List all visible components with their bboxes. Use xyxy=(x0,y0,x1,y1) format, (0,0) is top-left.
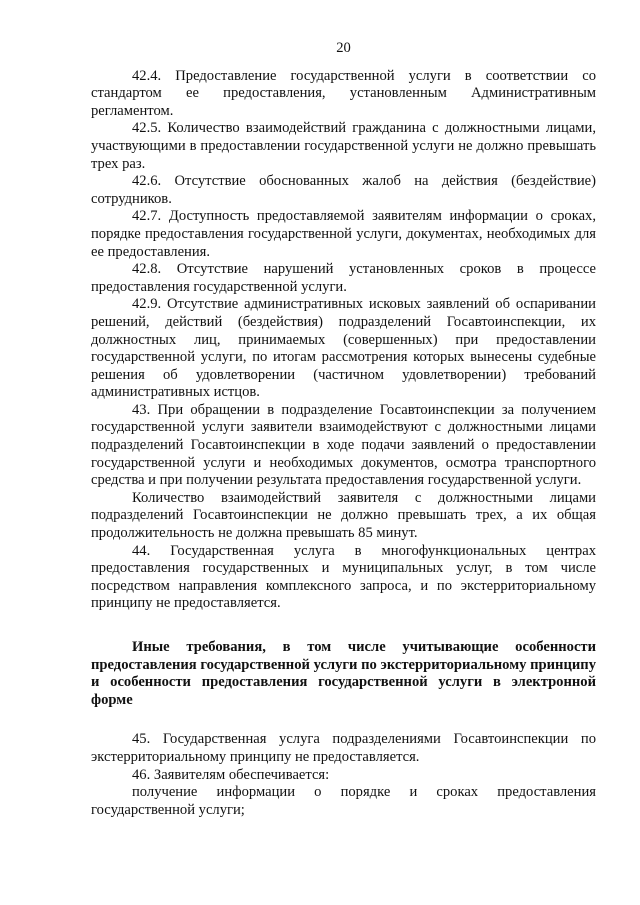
paragraph-46: 46. Заявителям обеспечивается: xyxy=(132,766,330,783)
section-heading: Иные требования, в том числе учитывающие особенности предоставления государственной услуги по экстерриториальному принципу и особенности предоставления государственной услуги в электронной форме xyxy=(91,639,596,708)
paragraph-44: 44. Государственная услуга в многофункциональных центрах предоставления государственных и муниципальных услуг, в том числе посредством направления комплексного запроса, и по экстерриториальному принципу не предоставляется. xyxy=(91,542,596,612)
paragraph-43: 43. При обращении в подразделение Госавтоинспекции за получением государственной услуги заявители взаимодействуют с должностными лицами подразделений Госавтоинспекции в ходе подачи заявлений о предоставлении государственной услуги и необходимых документов, осмотра транспортного средства и при получении результата предоставления государственной услуги. xyxy=(91,401,596,489)
paragraph-45: 45. Государственная услуга подразделениями Госавтоинспекции по экстерриториальному принципу не предоставляется. xyxy=(91,731,596,765)
paragraphs-after-heading xyxy=(91,731,596,819)
paragraph-43-interactions: Количество взаимодействий заявителя с должностными лицами подразделений Госавтоинспекции не должно превышать трех, а их общая продолжительность не должна превышать 85 минут. xyxy=(91,489,596,542)
paragraphs-before-heading xyxy=(91,68,596,613)
paragraph-42-6: 42.6. Отсутствие обоснованных жалоб на действия (бездействие) сотрудников. xyxy=(91,173,596,207)
paragraph-42-7: 42.7. Доступность предоставляемой заявителям информации о сроках, порядке предоставления государственной услуги, документах, необходимых для ее предоставления. xyxy=(91,208,596,260)
page-number: 20 xyxy=(336,40,351,56)
paragraph-42-9: 42.9. Отсутствие административных исковых заявлений об оспаривании решений, действий (бездействия) подразделений Госавтоинспекции, их должностных лиц, принимаемых (совершенных) при предоставлении государственной услуги, по итогам рассмотрения которых вынесены судебные решения об удовлетворении (частичном удовлетворении) требований административных истцов. xyxy=(91,296,596,401)
paragraph-46-item: получение информации о порядке и сроках предоставления государственной услуги; xyxy=(91,784,596,818)
paragraph-42-8: 42.8. Отсутствие нарушений установленных сроков в процессе предоставления государственной услуги. xyxy=(91,261,596,295)
paragraph-42-5: 42.5. Количество взаимодействий гражданина с должностными лицами, участвующими в предоставлении государственной услуги не должно превышать трех раз. xyxy=(91,120,596,172)
paragraph-42-4: 42.4. Предоставление государственной услуги в соответствии со стандартом ее предоставления, установленным Административным регламентом. xyxy=(91,67,596,119)
